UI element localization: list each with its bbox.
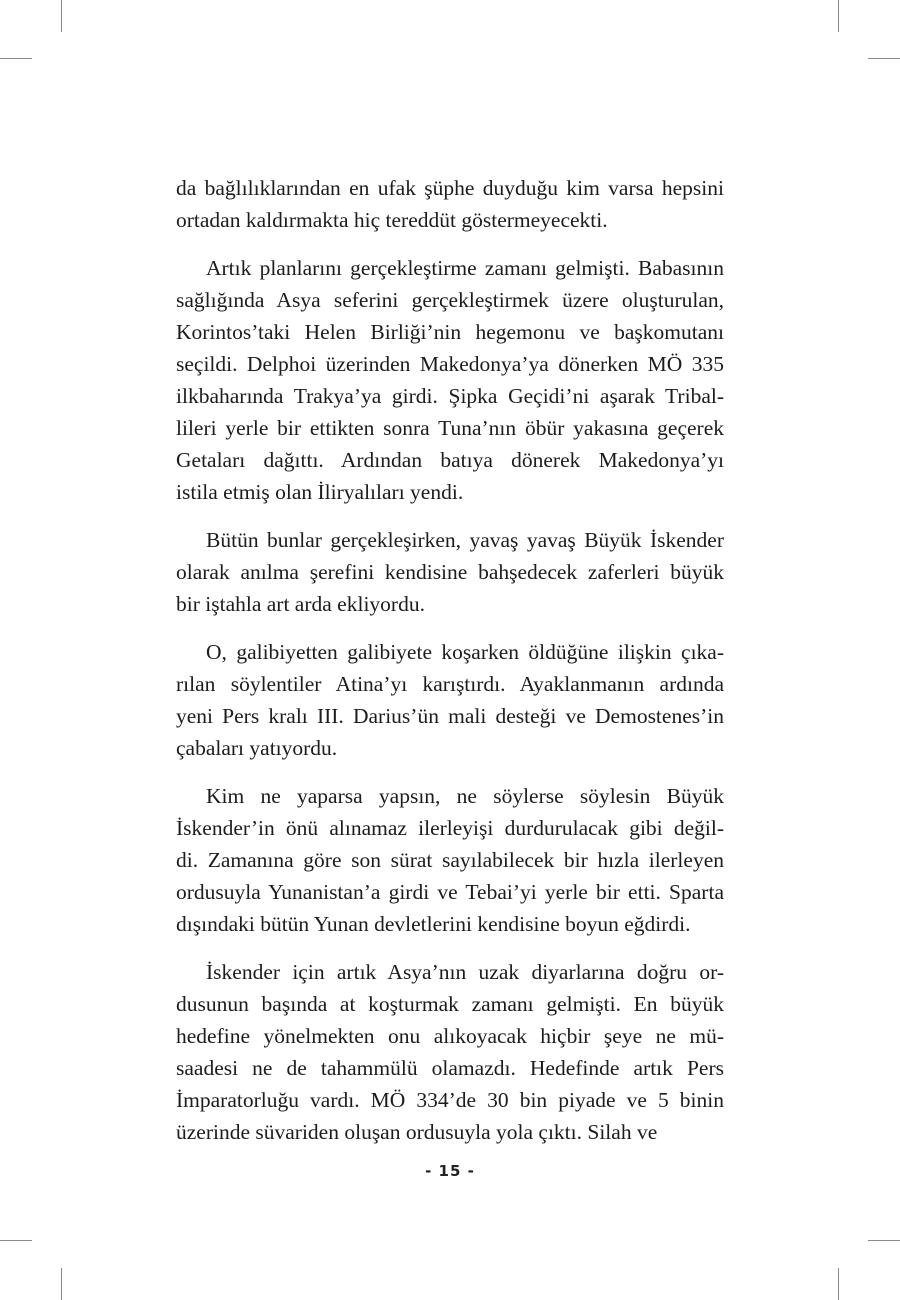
text-line: seçildi. Delphoi üzerinden Makedonya’ya dönerken MÖ 335 <box>176 352 724 376</box>
paragraph <box>176 780 724 940</box>
crop-mark <box>838 0 839 32</box>
text-line: çabaları yatıyordu. <box>176 736 338 760</box>
paragraph <box>176 636 724 764</box>
text-line: O, galibiyetten galibiyete koşarken öldüğüne ilişkin çıka- <box>206 640 724 664</box>
text-line: lileri yerle bir ettikten sonra Tuna’nın öbür yakasına geçerek <box>176 416 724 440</box>
text-line: bir iştahla art arda ekliyordu. <box>176 592 425 616</box>
body-text <box>176 172 724 1164</box>
paragraph <box>176 252 724 508</box>
crop-mark <box>868 1240 900 1241</box>
crop-mark <box>838 1268 839 1300</box>
crop-mark <box>0 1240 32 1241</box>
text-line: ordusuyla Yunanistan’a girdi ve Tebai’yi yerle bir etti. Sparta <box>176 880 724 904</box>
page-number: - 15 - <box>425 1162 475 1180</box>
paragraph <box>176 172 724 236</box>
text-line: da bağlılıklarından en ufak şüphe duyduğu kim varsa hepsini <box>176 176 724 200</box>
paragraph <box>176 956 724 1148</box>
text-line: Artık planlarını gerçekleştirme zamanı gelmişti. Babasının <box>206 256 724 280</box>
text-line: hedefine yönelmekten onu alıkoyacak hiçbir şeye ne mü- <box>176 1024 724 1048</box>
text-line: olarak anılma şerefini kendisine bahşedecek zaferleri büyük <box>176 560 724 584</box>
text-line: dışındaki bütün Yunan devletlerini kendisine boyun eğdirdi. <box>176 912 691 936</box>
text-line: Kim ne yaparsa yapsın, ne söylerse söylesin Büyük <box>206 784 724 808</box>
text-line: di. Zamanına göre son sürat sayılabilecek bir hızla ilerleyen <box>176 848 724 872</box>
crop-mark <box>0 58 32 59</box>
crop-mark <box>868 58 900 59</box>
text-line: sağlığında Asya seferini gerçekleştirmek üzere oluşturulan, <box>176 288 724 312</box>
text-line: Korintos’taki Helen Birliği’nin hegemonu ve başkomutanı <box>176 320 724 344</box>
paragraph <box>176 524 724 620</box>
text-line: yeni Pers kralı III. Darius’ün mali desteği ve Demostenes’in <box>176 704 724 728</box>
text-line: ilkbaharında Trakya’ya girdi. Şipka Geçidi’ni aşarak Tribal- <box>176 384 724 408</box>
text-line: Bütün bunlar gerçekleşirken, yavaş yavaş Büyük İskender <box>206 528 724 552</box>
text-line: Getaları dağıttı. Ardından batıya dönerek Makedonya’yı <box>176 448 724 472</box>
text-line: dusunun başında at koşturmak zamanı gelmişti. En büyük <box>176 992 724 1016</box>
text-line: rılan söylentiler Atina’yı karıştırdı. Ayaklanmanın ardında <box>176 672 724 696</box>
text-line: ortadan kaldırmakta hiç tereddüt göstermeyecekti. <box>176 208 608 232</box>
text-line: İskender için artık Asya’nın uzak diyarlarına doğru or- <box>206 960 724 984</box>
crop-mark <box>61 0 62 32</box>
text-line: istila etmiş olan İliryalıları yendi. <box>176 480 464 504</box>
crop-mark <box>61 1268 62 1300</box>
text-line: üzerinde süvariden oluşan ordusuyla yola çıktı. Silah ve <box>176 1120 658 1144</box>
text-line: saadesi ne de tahammülü olamazdı. Hedefinde artık Pers <box>176 1056 724 1080</box>
text-line: İskender’in önü alınamaz ilerleyişi durdurulacak gibi değil- <box>176 816 724 840</box>
text-line: İmparatorluğu vardı. MÖ 334’de 30 bin piyade ve 5 binin <box>176 1088 724 1112</box>
